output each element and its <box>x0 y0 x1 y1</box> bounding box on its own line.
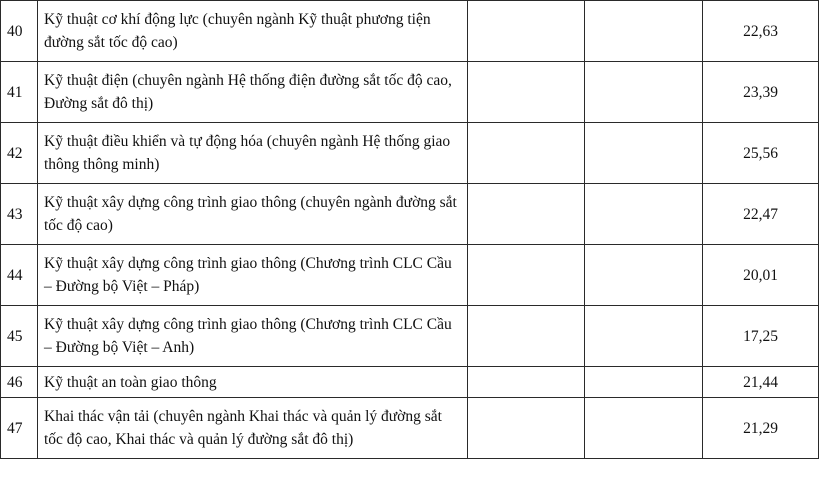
score-value: 23,39 <box>703 62 819 123</box>
table-row <box>1 367 819 398</box>
cell-blank-a <box>468 1 585 62</box>
score-value: 22,63 <box>703 1 819 62</box>
program-name: Kỹ thuật xây dựng công trình giao thông (Chương trình CLC Cầu – Đường bộ Việt – Pháp) <box>38 245 468 306</box>
program-name: Kỹ thuật cơ khí động lực (chuyên ngành Kỹ thuật phương tiện đường sắt tốc độ cao) <box>38 1 468 62</box>
row-number: 45 <box>1 306 38 367</box>
score-value: 17,25 <box>703 306 819 367</box>
score-value: 21,29 <box>703 398 819 459</box>
score-value: 21,44 <box>703 367 819 398</box>
row-number: 44 <box>1 245 38 306</box>
table-row <box>1 398 819 459</box>
row-number: 42 <box>1 123 38 184</box>
row-number: 47 <box>1 398 38 459</box>
score-value: 22,47 <box>703 184 819 245</box>
cell-blank-b <box>585 398 703 459</box>
cell-blank-b <box>585 306 703 367</box>
cell-blank-b <box>585 123 703 184</box>
program-name: Kỹ thuật xây dựng công trình giao thông (Chương trình CLC Cầu – Đường bộ Việt – Anh) <box>38 306 468 367</box>
score-value: 25,56 <box>703 123 819 184</box>
cell-blank-a <box>468 398 585 459</box>
score-value: 20,01 <box>703 245 819 306</box>
table-row <box>1 62 819 123</box>
table-row <box>1 184 819 245</box>
cell-blank-a <box>468 245 585 306</box>
row-number: 40 <box>1 1 38 62</box>
cell-blank-b <box>585 245 703 306</box>
program-name: Kỹ thuật an toàn giao thông <box>38 367 468 398</box>
row-number: 43 <box>1 184 38 245</box>
row-number: 41 <box>1 62 38 123</box>
cell-blank-a <box>468 62 585 123</box>
table-row <box>1 1 819 62</box>
program-name: Kỹ thuật điều khiển và tự động hóa (chuyên ngành Hệ thống giao thông thông minh) <box>38 123 468 184</box>
cell-blank-a <box>468 306 585 367</box>
program-name: Khai thác vận tải (chuyên ngành Khai thác và quản lý đường sắt tốc độ cao, Khai thác và quản lý đường sắt đô thị) <box>38 398 468 459</box>
program-name: Kỹ thuật điện (chuyên ngành Hệ thống điện đường sắt tốc độ cao, Đường sắt đô thị) <box>38 62 468 123</box>
cell-blank-a <box>468 184 585 245</box>
cell-blank-b <box>585 1 703 62</box>
table-row <box>1 245 819 306</box>
table-row <box>1 123 819 184</box>
cell-blank-b <box>585 62 703 123</box>
cell-blank-a <box>468 367 585 398</box>
row-number: 46 <box>1 367 38 398</box>
table-row <box>1 306 819 367</box>
cell-blank-b <box>585 367 703 398</box>
cell-blank-a <box>468 123 585 184</box>
program-name: Kỹ thuật xây dựng công trình giao thông (chuyên ngành đường sắt tốc độ cao) <box>38 184 468 245</box>
cell-blank-b <box>585 184 703 245</box>
